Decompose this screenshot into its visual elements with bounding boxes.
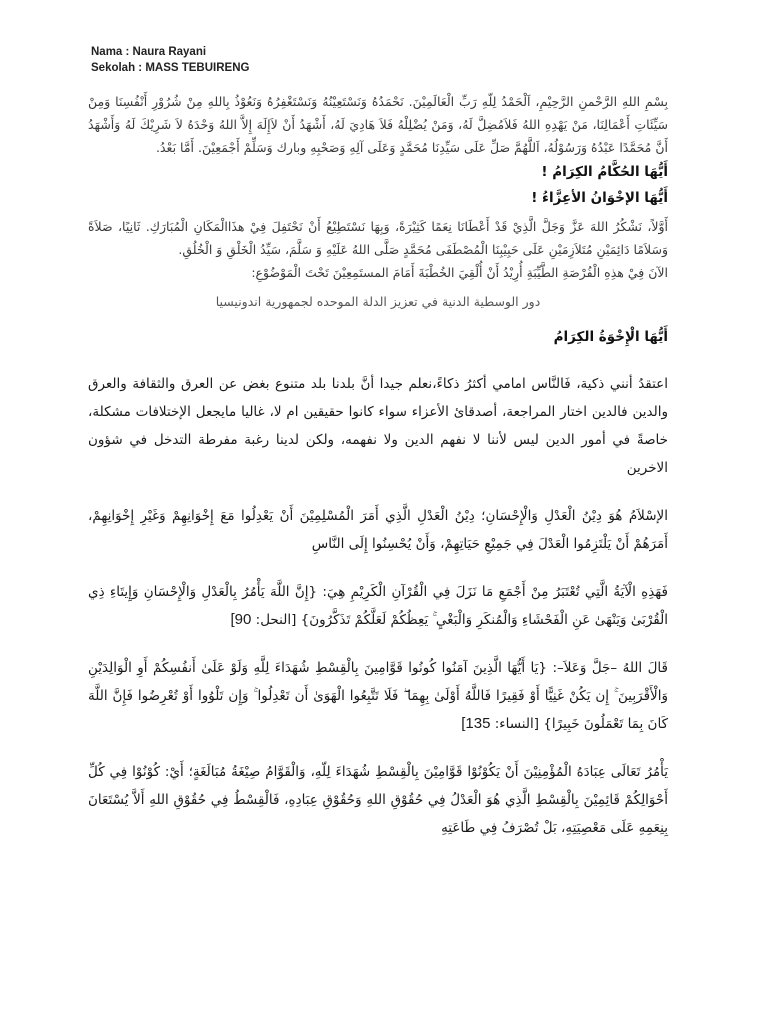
topic-intro: الآنَ فِيْ هذِهِ الْفُرْصَةِ الطَّيِّبَةِ أُرِيْدُ أَنْ أُلْقِيَ الخُطْبَةَ أَمَامَ المستَمِعِيْنَ تَحْتَ الْمَوْضُوْعِ: bbox=[251, 265, 668, 280]
quran-nisa-ref: 135] bbox=[461, 715, 491, 732]
student-name: Nama : Naura Rayani bbox=[91, 46, 207, 58]
body-paragraph-quran-nisa bbox=[88, 654, 668, 738]
quran-nahl-text: فَهَذِهِ الْآيَةُ الَّتِي تُعْتَبَرُ مِنْ أَجْمَعِ مَا نَزَلَ فِي الْقُرْآنِ الْكَرِيْمِ هِيَ: {إِنَّ اللَّهَ يَأْمُرُ بِالْعَدْلِ وَالْإِحْسَانِ وَإِيتَاءِ ذِي الْقُرْبَىٰ وَيَنْهَىٰ عَنِ الْفَحْشَاءِ وَالْمُنكَرِ وَالْبَغْيِ ۚ يَعِظُكُمْ لَعَلَّكُمْ تَذَكَّرُونَ} [النحل: bbox=[88, 584, 668, 628]
address-judges: أَيُّهَا الحُكَّامُ الكِرَامُ ! bbox=[541, 164, 668, 180]
body-paragraph-justice: الإسْلاَمُ هُوَ دِيْنُ الْعَدْلِ وَالْإِحْسَانِ؛ دِيْنُ الْعَدْلِ الَّذِي أَمَرَ الْمُسْلِمِيْنَ أَنْ يَعْدِلُوا مَعَ إِخْوَانِهِمْ وَغَيْرِ إِخْوَانِهِمْ، أَمَرَهُمْ أَنْ يَلْتَزِمُوا الْعَدْلَ فِي جَمِيْعِ حَيَاتِهِمْ، وَأَنْ يُحْسِنُوا إِلَى النَّاسِ bbox=[88, 508, 668, 552]
body-heading: أَيُّهَا الْإِخْوَةُ الكِرَامُ bbox=[553, 329, 668, 345]
quran-nahl-ref: 90] bbox=[230, 611, 252, 628]
body-paragraph-diversity: اعتقدُ أنني ذكية، فَالنَّاس امامي أكثرُ ذكاءً،نعلم جيدا أنَّ بلدنا بلد متنوع بغض عن العرق والثقافة والعرق والدين فالدين اختار المراجعة، أصدقائ الأعزاء سواء كانوا حقيقين ام لا، غاليا مايجعل الإختلافات مشكلة، خاصةً في أمور الدين ليس لأننا لا نفهم الدين ولا نفهمه، ولكن لدينا رغبة مفرطة التدخل في شؤون الاخرين bbox=[88, 376, 668, 476]
address-brothers: أَيُّهَا الإخْوَانُ الأعِزَّاءُ ! bbox=[531, 190, 668, 206]
speech-topic: دور الوسطية الدنية في تعزيز الدلة الموحده لجمهورية اندونيسيا bbox=[215, 294, 541, 309]
quran-nisa-text: قَالَ اللهُ –جَلَّ وَعَلاَ–: {يَا أَيُّهَا الَّذِينَ آمَنُوا كُونُوا قَوَّامِينَ بِالْقِسْطِ شُهَدَاءَ لِلَّهِ وَلَوْ عَلَىٰ أَنفُسِكُمْ أَوِ الْوَالِدَيْنِ وَالْأَقْرَبِينَ ۚ إِن يَكُنْ غَنِيًّا أَوْ فَقِيرًا فَاللَّهُ أَوْلَىٰ بِهِمَا ۖ فَلَا تَتَّبِعُوا الْهَوَىٰ أَن تَعْدِلُوا ۚ وَإِن تَلْوُوا أَوْ تُعْرِضُوا فَإِنَّ اللَّهَ كَانَ بِمَا تَعْمَلُونَ خَبِيرًا} [النساء: bbox=[88, 660, 668, 732]
opening-paragraph: بِسْمِ اللهِ الرَّحْمنِ الرَّحِيْمِ، اَلْحَمْدُ لِلّهِ رَبِّ الْعَالَمِيْنَ. نَحْمَدُهُ وَنَسْتَعِيْنُهُ وَنَسْتَغْفِرُهُ وَنَعُوْذُ بِاللهِ مِنْ شُرُوْرِ أَنْفُسِنَا وَمِنْ سَيِّئَاتِ أَعْمَالِنَا، مَنْ يَهْدِهِ اللهُ فَلاَمُضِلَّ لَهُ، وَمَنْ يُضْلِلْهُ فَلاَ هَادِيَ لَهُ، أَشْهَدُ أَنْ لاَإِلَهَ إِلاَّ اللهُ وَحْدَهُ لاَ شَرِيْكَ لَهُ وَأَشْهَدُ أَنَّ مُحَمَّدًا عَبْدُهُ وَرَسُوْلُهُ، اَللَّهُمَّ صَلِّ عَلَى سَيِّدِنَا مُحَمَّدٍ وَعَلَى آلِهِ وَصَحْبِهِ وبارك وَسَلِّمْ أَجْمَعِيْنَ. أَمَّا بَعْدُ. bbox=[88, 94, 668, 155]
gratitude-paragraph: أَوَّلاً، نَشْكُرُ اللهَ عَزَّ وَجَلَّ الَّذِيْ قَدْ أَعْطَانَا نِعَمًا كَثِيْرَةً، وَبِهَا نَسْتَطِيْعُ أَنْ نَحْتَفِلَ فِيْ هذَاالْمَكَانِ الْمُبَارَكِ. ثَانِيًا، صَلاَةً وَسَلاَمًا دَائِمَيْنِ مُتَلاَزِمَيْنِ عَلَى حَبِيْبِنَا الْمُصْطَفَى مُحَمَّدٍ صَلَّى اللهُ عَلَيْهِ وَ سَلَّمَ، سَيِّدُ الْخَلْقِ وَ الْخُلُقِ. bbox=[88, 219, 668, 257]
school-name: Sekolah : MASS TEBUIRENG bbox=[91, 62, 250, 74]
body-paragraph-quran-nahl bbox=[88, 578, 668, 634]
speech-page bbox=[88, 90, 668, 1024]
body-paragraph-qist: يَأْمُرُ تَعَالَى عِبَادَهُ الْمُؤْمِنِيْنَ أَنْ يَكُوْنُوْا قَوَّامِيْنَ بِالْقِسْطِ شُهَدَاءَ لِلّهِ، وَالْقَوَّامُ صِيْغَةُ مُبَالَغَةٍ؛ أَيْ: كُوْنُوْا فِي كُلِّ أَحْوَالِكُمْ قَائِمِيْنَ بِالْقِسْطِ الَّذِي هُوَ الْعَدْلُ فِي حُقُوْقِ اللهِ وَحُقُوْقِ عِبَادِهِ، فَالْقِسْطُ فِي حُقُوْقِ اللهِ أَلاَّ يُسْتَعَانَ بِنِعَمِهِ عَلَى مَعْصِيَتِهِ، بَلْ تُصْرَفُ فِي طَاعَتِهِ bbox=[88, 764, 668, 836]
document-header bbox=[91, 44, 249, 76]
